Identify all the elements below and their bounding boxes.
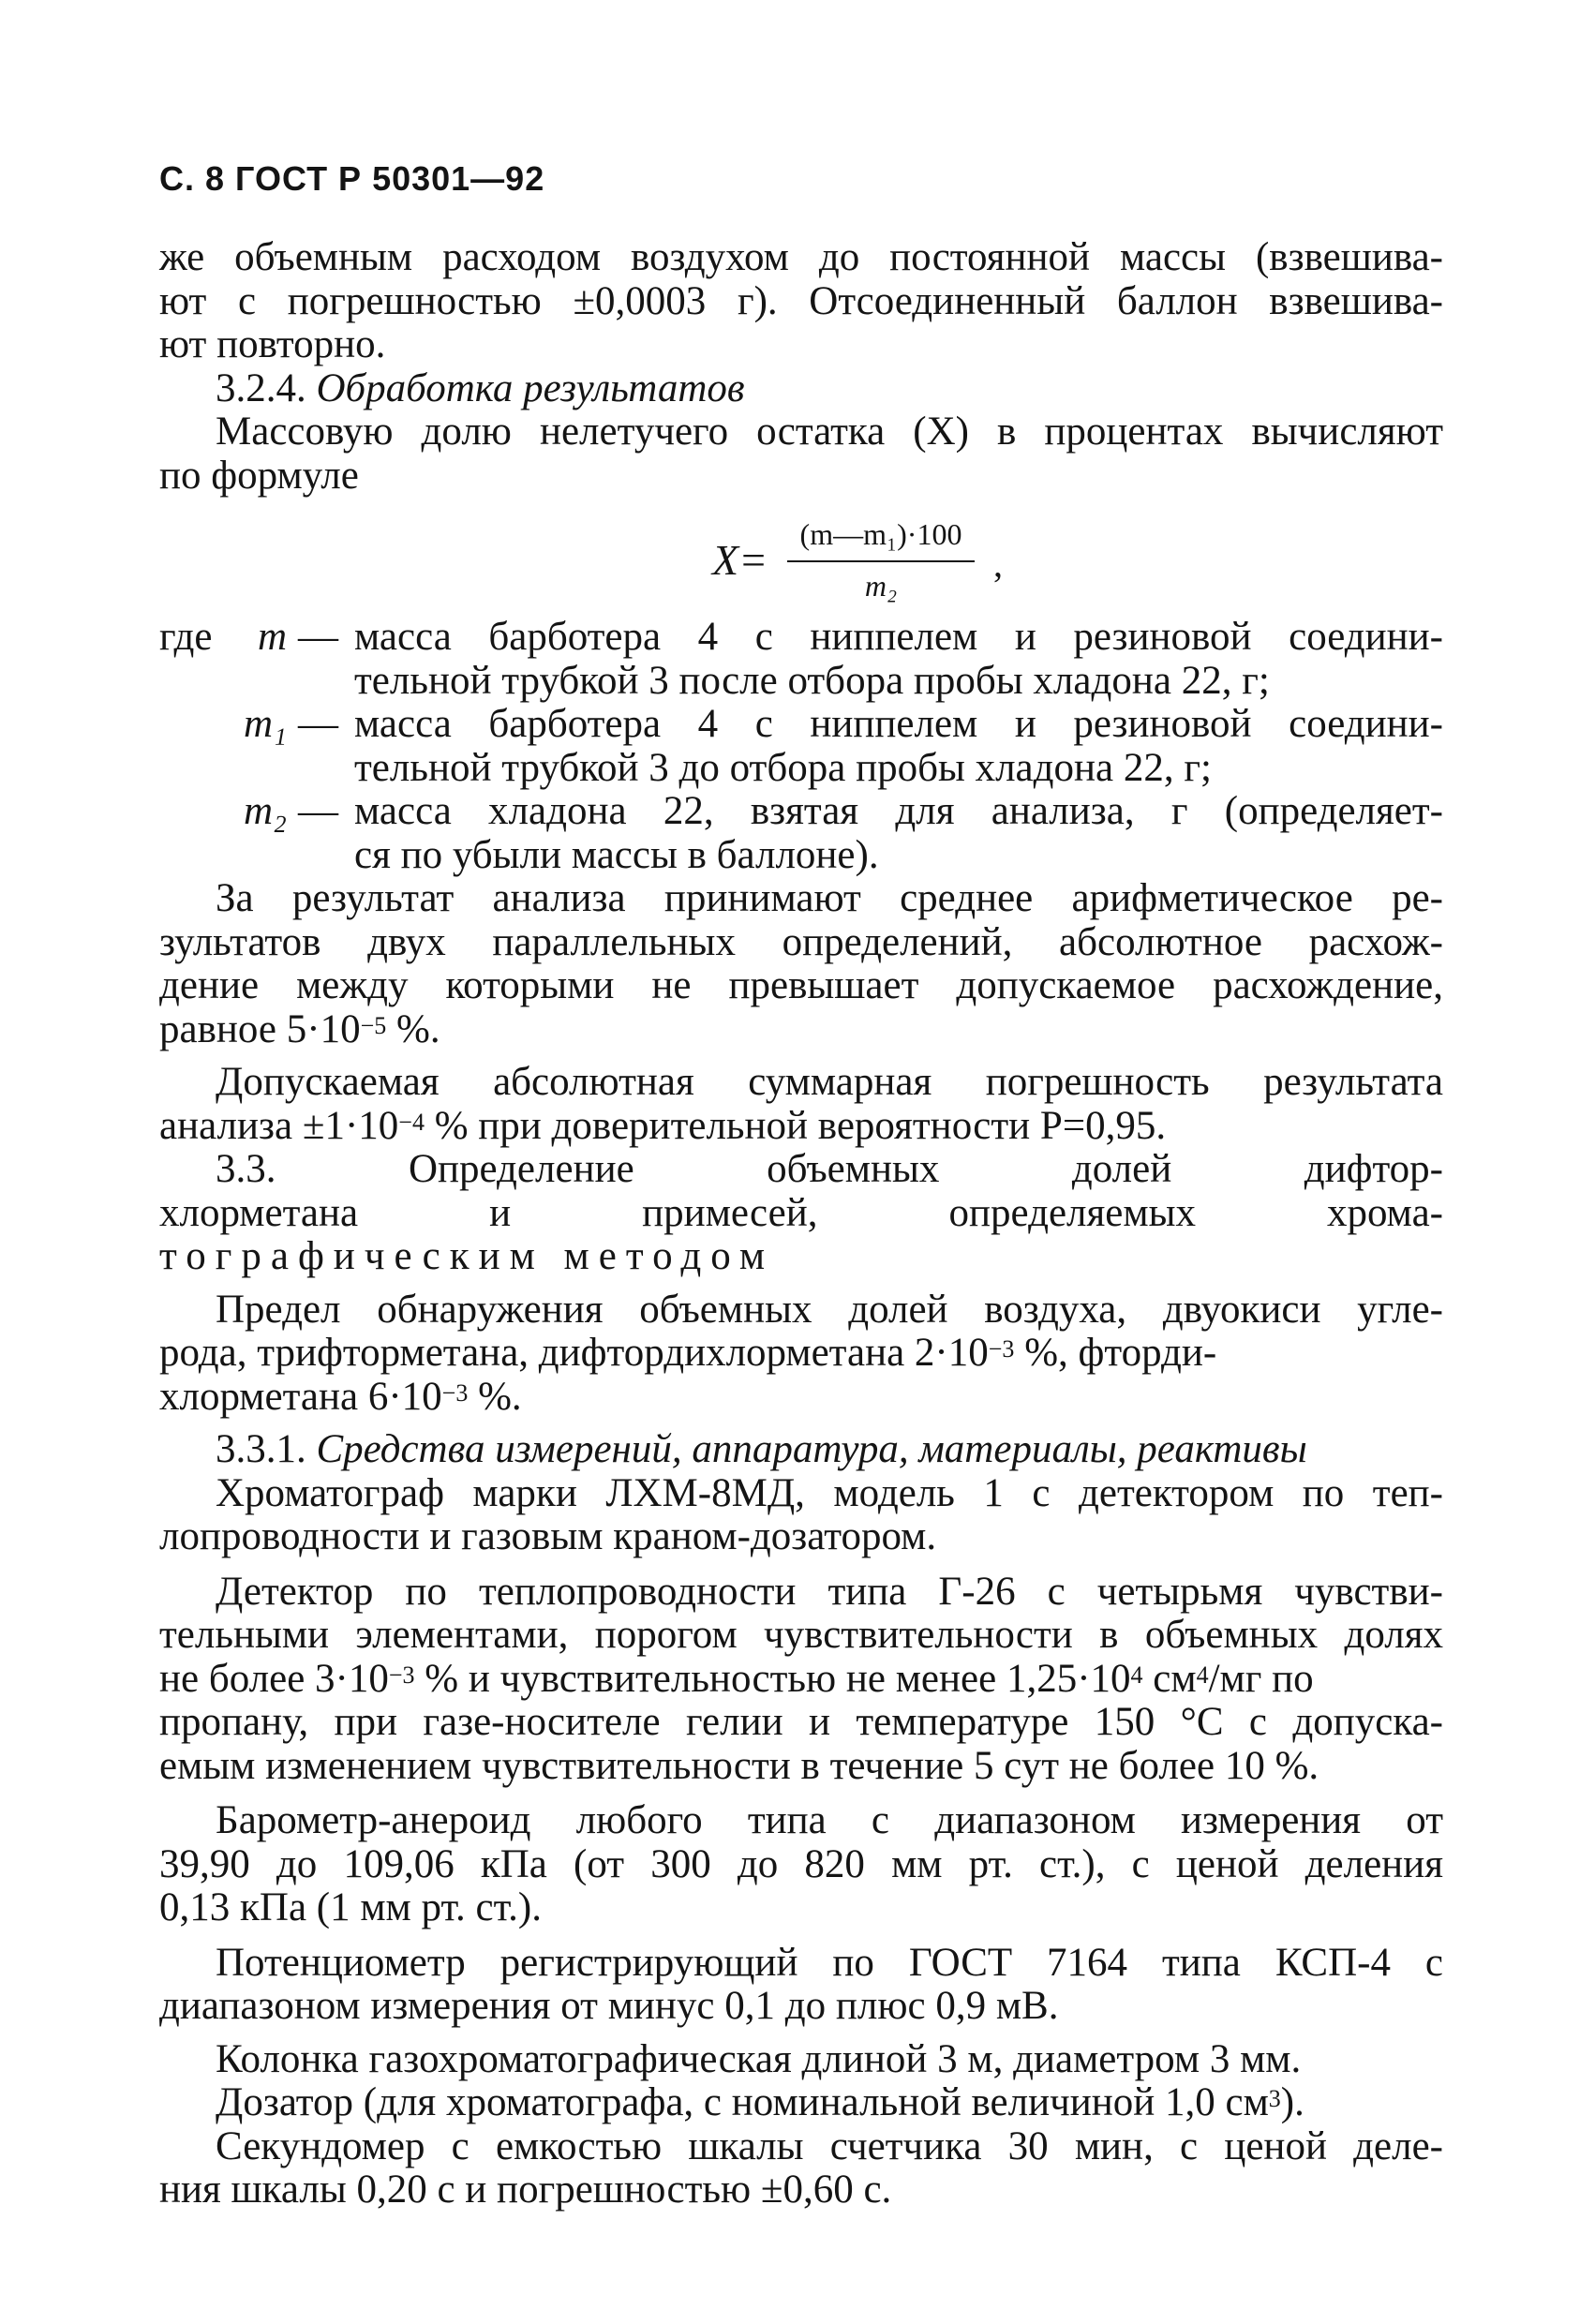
paragraph-line: Детектор по теплопроводности типа Г-26 с четырьмя чувстви- — [216, 1569, 1443, 1614]
superscript: −3 — [988, 1335, 1015, 1363]
text-run: %. — [468, 1374, 522, 1419]
paragraph-line: ют с погрешностью ±0,0003 г). Отсоединенный баллон взвешива- — [159, 278, 1443, 323]
paragraph-line: Колонка газохроматографическая длиной 3 м, диаметром 3 мм. — [216, 2036, 1302, 2081]
paragraph-line: зультатов двух параллельных определений, абсолютное расхож- — [159, 919, 1443, 964]
paragraph-line — [159, 1008, 1443, 1052]
paragraph-line: ния шкалы 0,20 с и погрешностью ±0,60 с. — [159, 2168, 892, 2212]
superscript: −3 — [441, 1378, 469, 1407]
section-heading-3-2-4 — [159, 367, 1443, 411]
paragraph-line — [159, 1658, 1443, 1702]
paragraph-line: же объемным расходом воздухом до постоянной массы (взвешива- — [159, 235, 1443, 279]
paragraph-line: лопроводности и газовым краном-дозатором. — [159, 1514, 937, 1558]
text-run: см — [1142, 1656, 1197, 1701]
formula-lhs: X= — [712, 536, 768, 584]
section-heading-3-3: хлорметана и примесей, определяемых хрома- — [159, 1190, 1443, 1235]
section-number: 3.3.1. — [216, 1427, 306, 1471]
paragraph-line: Секундомер с емкостью шкалы счетчика 30 мин, с ценой деле- — [216, 2123, 1443, 2168]
paragraph-line: Барометр-анероид любого типа с диапазоном измерения от — [216, 1798, 1443, 1842]
text-run: % при доверительной вероятности P=0,95. — [424, 1103, 1167, 1148]
paragraph-line: 39,90 до 109,06 кПа (от 300 до 820 мм рт. ст.), с ценой деления — [159, 1841, 1443, 1886]
legend-symbol-cell — [159, 616, 298, 660]
paragraph-line: Потенциометр регистрирующий по ГОСТ 7164 типа КСП-4 с — [216, 1940, 1443, 1985]
paragraph-line: по формуле — [159, 453, 359, 498]
text-run: % и чувствительностью не менее 1,25·10 — [414, 1656, 1131, 1701]
formula-comma: , — [993, 543, 1003, 585]
section-title: Обработка результатов — [316, 365, 745, 410]
section-number: 3.2.4. — [216, 365, 306, 410]
paragraph-line: За результат анализа принимают среднее арифметическое ре- — [216, 876, 1443, 920]
legend-where: где — [159, 615, 213, 659]
legend-dash: — — [298, 702, 338, 746]
superscript: −4 — [398, 1108, 425, 1136]
legend-desc: тельной трубкой 3 после отбора пробы хладона 22, г; — [354, 658, 1270, 703]
text-run: ). — [1280, 2080, 1304, 2124]
formula — [159, 505, 1443, 608]
text-run: Дозатор (для хроматографа, с номинальной величиной 1,0 см — [216, 2080, 1269, 2124]
superscript: −5 — [360, 1011, 387, 1039]
section-heading-3-3-1 — [159, 1428, 1443, 1472]
paragraph-line: 0,13 кПа (1 мм рт. ст.). — [159, 1885, 542, 1929]
paragraph-line: пропану, при газе-носителе гелии и температуре 150 °С с допуска- — [159, 1700, 1443, 1744]
paragraph-line — [159, 1105, 1443, 1149]
paragraph-line: Допускаемая абсолютная суммарная погрешность результата — [216, 1060, 1443, 1104]
text-run: рода, трифторметана, дифтордихлорметана 2·10 — [159, 1331, 989, 1375]
paragraph-line — [159, 2081, 1443, 2125]
paragraph-line: тельными элементами, порогом чувствительности в объемных долях — [159, 1613, 1443, 1657]
page-header: С. 8 ГОСТ Р 50301—92 — [159, 159, 545, 198]
section-heading-3-3: 3.3. Определение объемных долей дифтор- — [216, 1147, 1443, 1191]
paragraph-line — [159, 1332, 1443, 1376]
paragraph-line: Предел обнаружения объемных долей воздуха, двуокиси угле- — [216, 1287, 1443, 1332]
legend-symbol: m₂ — [243, 789, 287, 833]
section-title: Средства измерений, аппаратура, материалы, реактивы — [316, 1427, 1307, 1471]
text-run: анализа ±1·10 — [159, 1103, 399, 1148]
text-run: /мг по — [1208, 1656, 1314, 1701]
formula-legend — [159, 616, 1443, 877]
text-run: равное 5·10 — [159, 1006, 361, 1051]
paragraph-line — [159, 1376, 1443, 1420]
text-run: %, фторди- — [1014, 1331, 1217, 1375]
legend-desc: тельной трубкой 3 до отбора пробы хладона 22, г; — [354, 745, 1212, 790]
legend-symbol: m — [257, 615, 287, 659]
paragraph-line: диапазоном измерения от минус 0,1 до плюс 0,9 мВ. — [159, 1984, 1059, 2028]
paragraph-line: ют повторно. — [159, 322, 386, 366]
superscript: 4 — [1130, 1661, 1143, 1689]
formula-fraction — [787, 513, 975, 607]
legend-desc: масса хладона 22, взятая для анализа, г (определяет- — [354, 789, 1443, 833]
text-run: не более 3·10 — [159, 1656, 389, 1701]
superscript: 4 — [1196, 1661, 1209, 1689]
text-run: %. — [386, 1006, 440, 1051]
text-run: хлорметана 6·10 — [159, 1374, 442, 1419]
legend-desc: масса барботера 4 с ниппелем и резиновой соедини- — [354, 615, 1443, 659]
legend-dash: — — [298, 615, 338, 659]
paragraph-line: емым изменением чувствительности в течение 5 сут не более 10 %. — [159, 1743, 1319, 1788]
section-heading-3-3: тографическим методом — [159, 1234, 775, 1278]
legend-symbol: m₁ — [243, 702, 287, 746]
formula-numerator: (m—m₁)·100 — [787, 513, 975, 562]
paragraph-line: Массовую долю нелетучего остатка (X) в процентах вычисляют — [216, 410, 1443, 454]
formula-denominator: m₂ — [864, 568, 898, 603]
superscript: −3 — [388, 1661, 415, 1689]
superscript: 3 — [1268, 2085, 1281, 2112]
legend-desc: ся по убыли массы в баллоне). — [354, 832, 879, 877]
paragraph-line: Хроматограф марки ЛХМ-8МД, модель 1 с детектором по теп- — [216, 1470, 1443, 1515]
document-body — [159, 236, 1443, 2212]
legend-desc: масса барботера 4 с ниппелем и резиновой соедини- — [354, 702, 1443, 746]
legend-dash: — — [298, 789, 338, 833]
paragraph-line: дение между которыми не превышает допускаемое расхождение, — [159, 963, 1443, 1007]
